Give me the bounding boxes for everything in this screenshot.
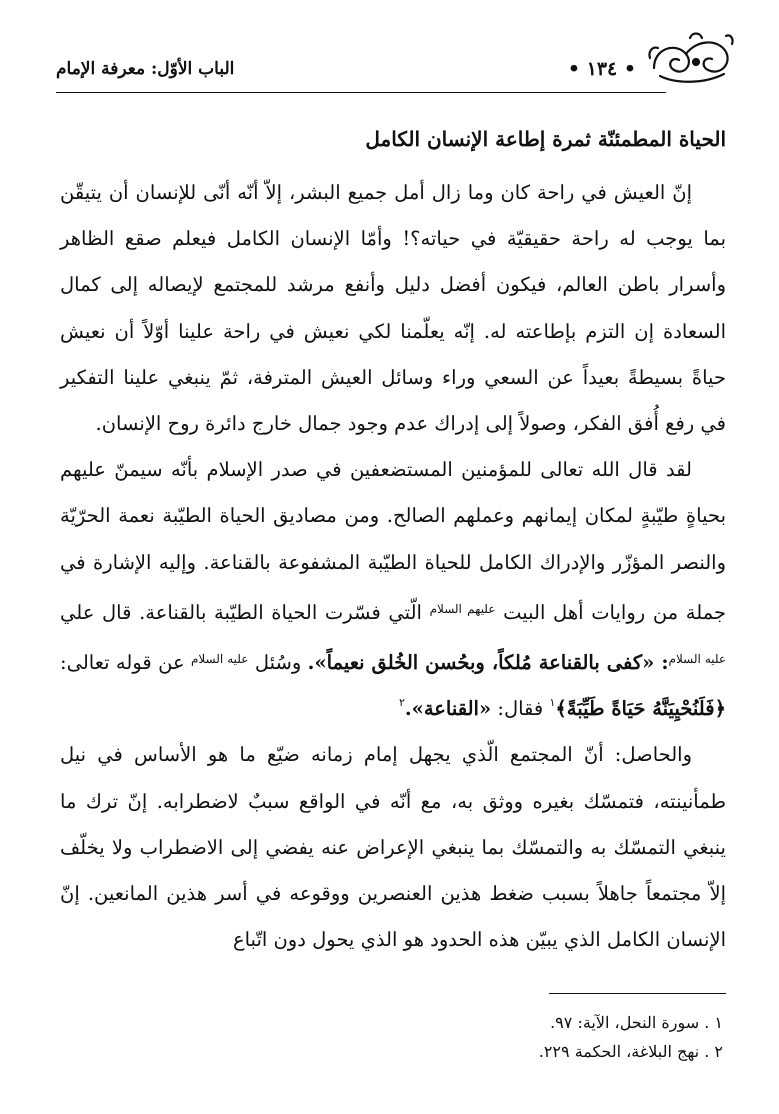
footnote-ref-1[interactable]: ١ (549, 696, 556, 710)
paragraph-2-text: عن قوله تعالى: (60, 651, 185, 675)
page-number: • ١٣٤ • (567, 58, 636, 80)
paragraph-1: إنّ العيش في راحة كان وما زال أمل جميع البشر، إلاّ أنّه أنّى للإنسان أن يتيقّن بما يوجب له راحة حقيقيّة في حياته؟! وأمّا الإنسان الكامل فيعلم صقع الظاهر وأسرار باطن العالم، فيكون أفضل دليل وأنفع مرشد للمجتمع لإيصاله إلى كمال السعادة إن التزم بإطاعته له. إنّه يعلّمنا لكي نعيش في راحة علينا أوّلاً أن نعيش حياةً بسيطةً بعيداً عن السعي وراء وسائل العيش المترفة، ثمّ ينبغي علينا التفكير في رفع أُفق الفكر، وصولاً إلى إدراك عدم وجود جمال خارج دائرة روح الإنسان. (60, 181, 726, 436)
page-header (56, 28, 736, 88)
paragraph-3: والحاصل: أنّ المجتمع الّذي يجهل إمام زمانه ضيّع ما هو الأساس في نيل طمأنينته، فتمسّك بغيره ووثق به، مع أنّه في الواقع سببٌ لاضطرابه. إنّ ترك ما ينبغي التمسّك به والتمسّك بما ينبغي الإعراض عنه يفضي إلى الاضطراب ولا يخلّف إلاّ مجتمعاً جاهلاً بسبب ضغط هذين العنصرين ووقوعه في أسر هذين المانعين. إنّ الإنسان الكامل الذي يبيّن هذه الحدود هو الذي يحول دون اتّباع (60, 743, 726, 952)
footnote-2: ٢ . نهج البلاغة، الحكمة ٢٢٩. (538, 1042, 723, 1061)
honorific-symbol: عليه السلام (190, 652, 249, 667)
page-content (60, 122, 726, 963)
running-title: الباب الأوّل: معرفة الإمام (56, 59, 235, 79)
paragraph-2-text: الّتي فسّرت الحياة الطيّبة بالقناعة. قال علي (60, 600, 422, 624)
paragraph-2 (60, 447, 726, 732)
footnotes (63, 1008, 723, 1066)
footnote-divider (549, 993, 726, 994)
honorific-symbol: عليه السلام (668, 652, 727, 667)
header-divider (56, 92, 666, 93)
quran-verse: ﴿فَلَنُحْيِيَنَّهُ حَيَاةً طَيِّبَةً﴾ (555, 697, 726, 721)
hadith-answer: «القناعة». (404, 697, 492, 721)
honorific-symbol: عليهم السلام (429, 601, 496, 616)
paragraph-2-text: فقال: (497, 697, 544, 721)
paragraph-2-text: لقد قال الله تعالى للمؤمنين المستضعفين في صدر الإسلام بأنّه سيمنّ عليهم بحياةٍ طيّبةٍ لمكان إيمانهم وعملهم الصالح. ومن مصاديق الحياة الطيّبة نعمة الحرّيّة والنصر المؤزّر والإدراك الكامل للحياة الطيّبة المشفوعة بالقناعة. وإليه الإشارة في جملة من روايات أهل البيت (60, 458, 727, 624)
footnote-1: ١ . سورة النحل، الآية: ٩٧. (550, 1013, 723, 1032)
section-title: الحياة المطمئنّة ثمرة إطاعة الإنسان الكامل (365, 127, 726, 151)
hadith-quote: : «كفى بالقناعة مُلكاً، وبحُسن الخُلق نعيماً». (307, 651, 669, 675)
ornament-icon (646, 28, 736, 88)
paragraph-2-text: وسُئل (254, 651, 302, 675)
footnote-ref-2[interactable]: ٢ (398, 696, 405, 710)
